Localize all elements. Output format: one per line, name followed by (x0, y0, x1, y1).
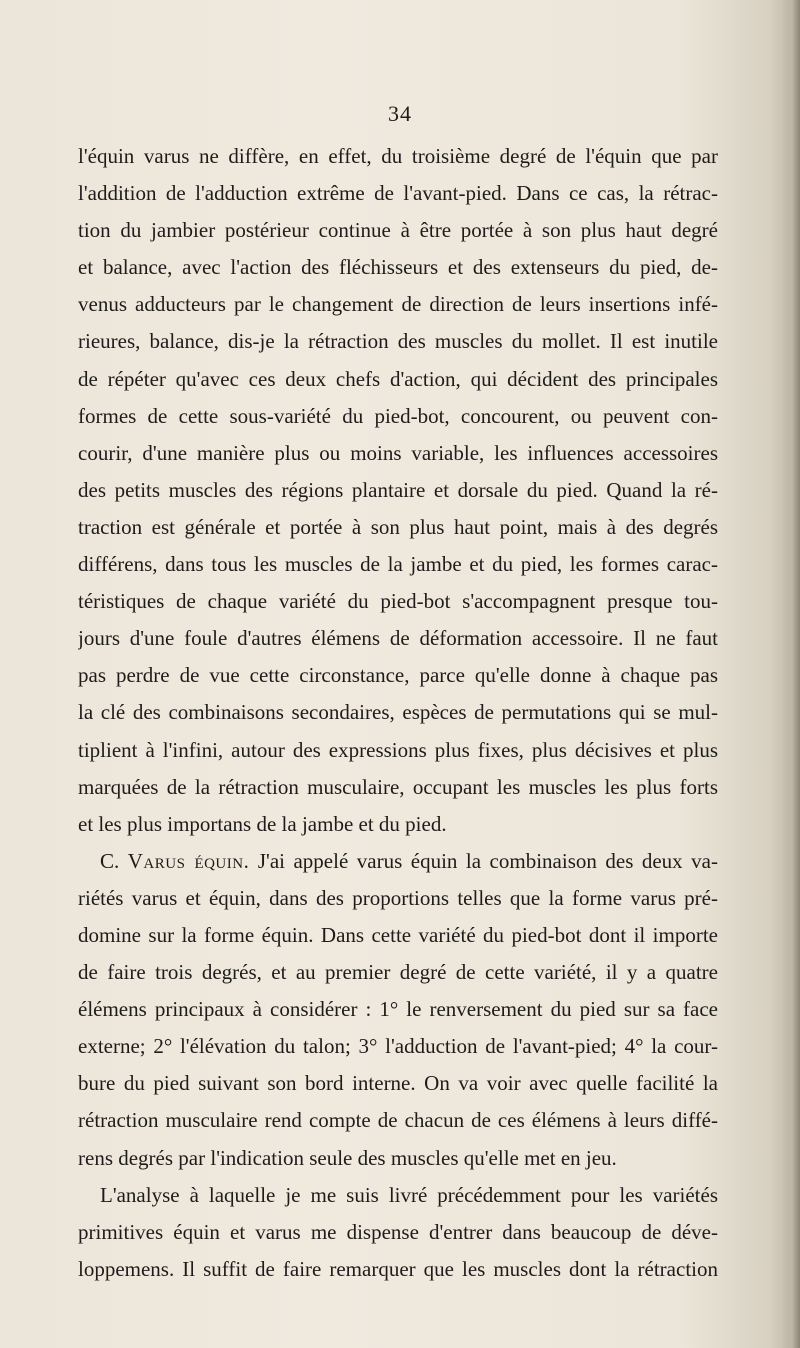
text-line: riétés varus et équin, dans des proportions telles que la forme varus pré- (78, 885, 718, 910)
page-number: 34 (388, 101, 412, 126)
text-line: bure du pied suivant son bord interne. On va voir avec quelle facilité la (78, 1071, 718, 1096)
text-line: de répéter qu'avec ces deux chefs d'action, qui décident des principales (78, 366, 718, 391)
text-line: loppemens. Il suffit de faire remarquer que les muscles dont la rétraction (78, 1256, 718, 1281)
text-line: L'analyse à laquelle je me suis livré précédemment pour les variétés (100, 1182, 718, 1207)
page-edge-shadow (782, 0, 800, 1348)
text-line: jours d'une foule d'autres élémens de déformation accessoire. Il ne faut (78, 626, 718, 651)
section-heading: Varus équin. (127, 848, 250, 873)
text-line: rens degrés par l'indication seule des muscles qu'elle met en jeu. (78, 1145, 617, 1170)
text-line: de faire trois degrés, et au premier degré de cette variété, il y a quatre (78, 960, 718, 985)
text-line: tiplient à l'infini, autour des expressions plus fixes, plus décisives et plus (78, 737, 718, 762)
text-line: des petits muscles des régions plantaire et dorsale du pied. Quand la ré- (78, 477, 718, 502)
text-line: l'addition de l'adduction extrême de l'avant-pied. Dans ce cas, la rétrac- (78, 181, 718, 206)
text-line: externe; 2° l'élévation du talon; 3° l'adduction de l'avant-pied; 4° la cour- (78, 1034, 718, 1059)
text-line: et les plus importans de la jambe et du pied. (78, 811, 447, 836)
text-line: rétraction musculaire rend compte de chacun de ces élémens à leurs diffé- (78, 1108, 718, 1133)
text-line: rieures, balance, dis-je la rétraction des muscles du mollet. Il est inutile (78, 329, 718, 354)
text-line: marquées de la rétraction musculaire, occupant les muscles les plus forts (78, 774, 718, 799)
text-line: et balance, avec l'action des fléchisseurs et des extenseurs du pied, de- (78, 255, 718, 280)
text-line: courir, d'une manière plus ou moins variable, les influences accessoires (78, 440, 718, 465)
body-text (78, 138, 718, 1288)
section-first-line-text: J'ai appelé varus équin la combinaison des deux va- (257, 848, 718, 873)
text-line: venus adducteurs par le changement de direction de leurs insertions infé- (78, 292, 718, 317)
text-line: différens, dans tous les muscles de la jambe et du pied, les formes carac- (78, 552, 718, 577)
text-line: élémens principaux à considérer : 1° le renversement du pied sur sa face (78, 997, 718, 1022)
text-line: téristiques de chaque variété du pied-bot s'accompagnent presque tou- (78, 589, 718, 614)
text-line: tion du jambier postérieur continue à être portée à son plus haut degré (78, 218, 718, 243)
text-line: formes de cette sous-variété du pied-bot, concourent, ou peuvent con- (78, 403, 718, 428)
text-line: la clé des combinaisons secondaires, espèces de permutations qui se mul- (78, 700, 718, 725)
text-line: pas perdre de vue cette circonstance, parce qu'elle donne à chaque pas (78, 663, 718, 688)
section-c-first-line (78, 843, 718, 880)
text-line: domine sur la forme équin. Dans cette variété du pied-bot dont il importe (78, 922, 718, 947)
text-line: traction est générale et portée à son plus haut point, mais à des degrés (78, 514, 718, 539)
text-line: primitives équin et varus me dispense d'entrer dans beaucoup de déve- (78, 1219, 718, 1244)
section-marker: C. (100, 848, 120, 873)
text-line: l'équin varus ne diffère, en effet, du troisième degré de l'équin que par (78, 144, 718, 168)
